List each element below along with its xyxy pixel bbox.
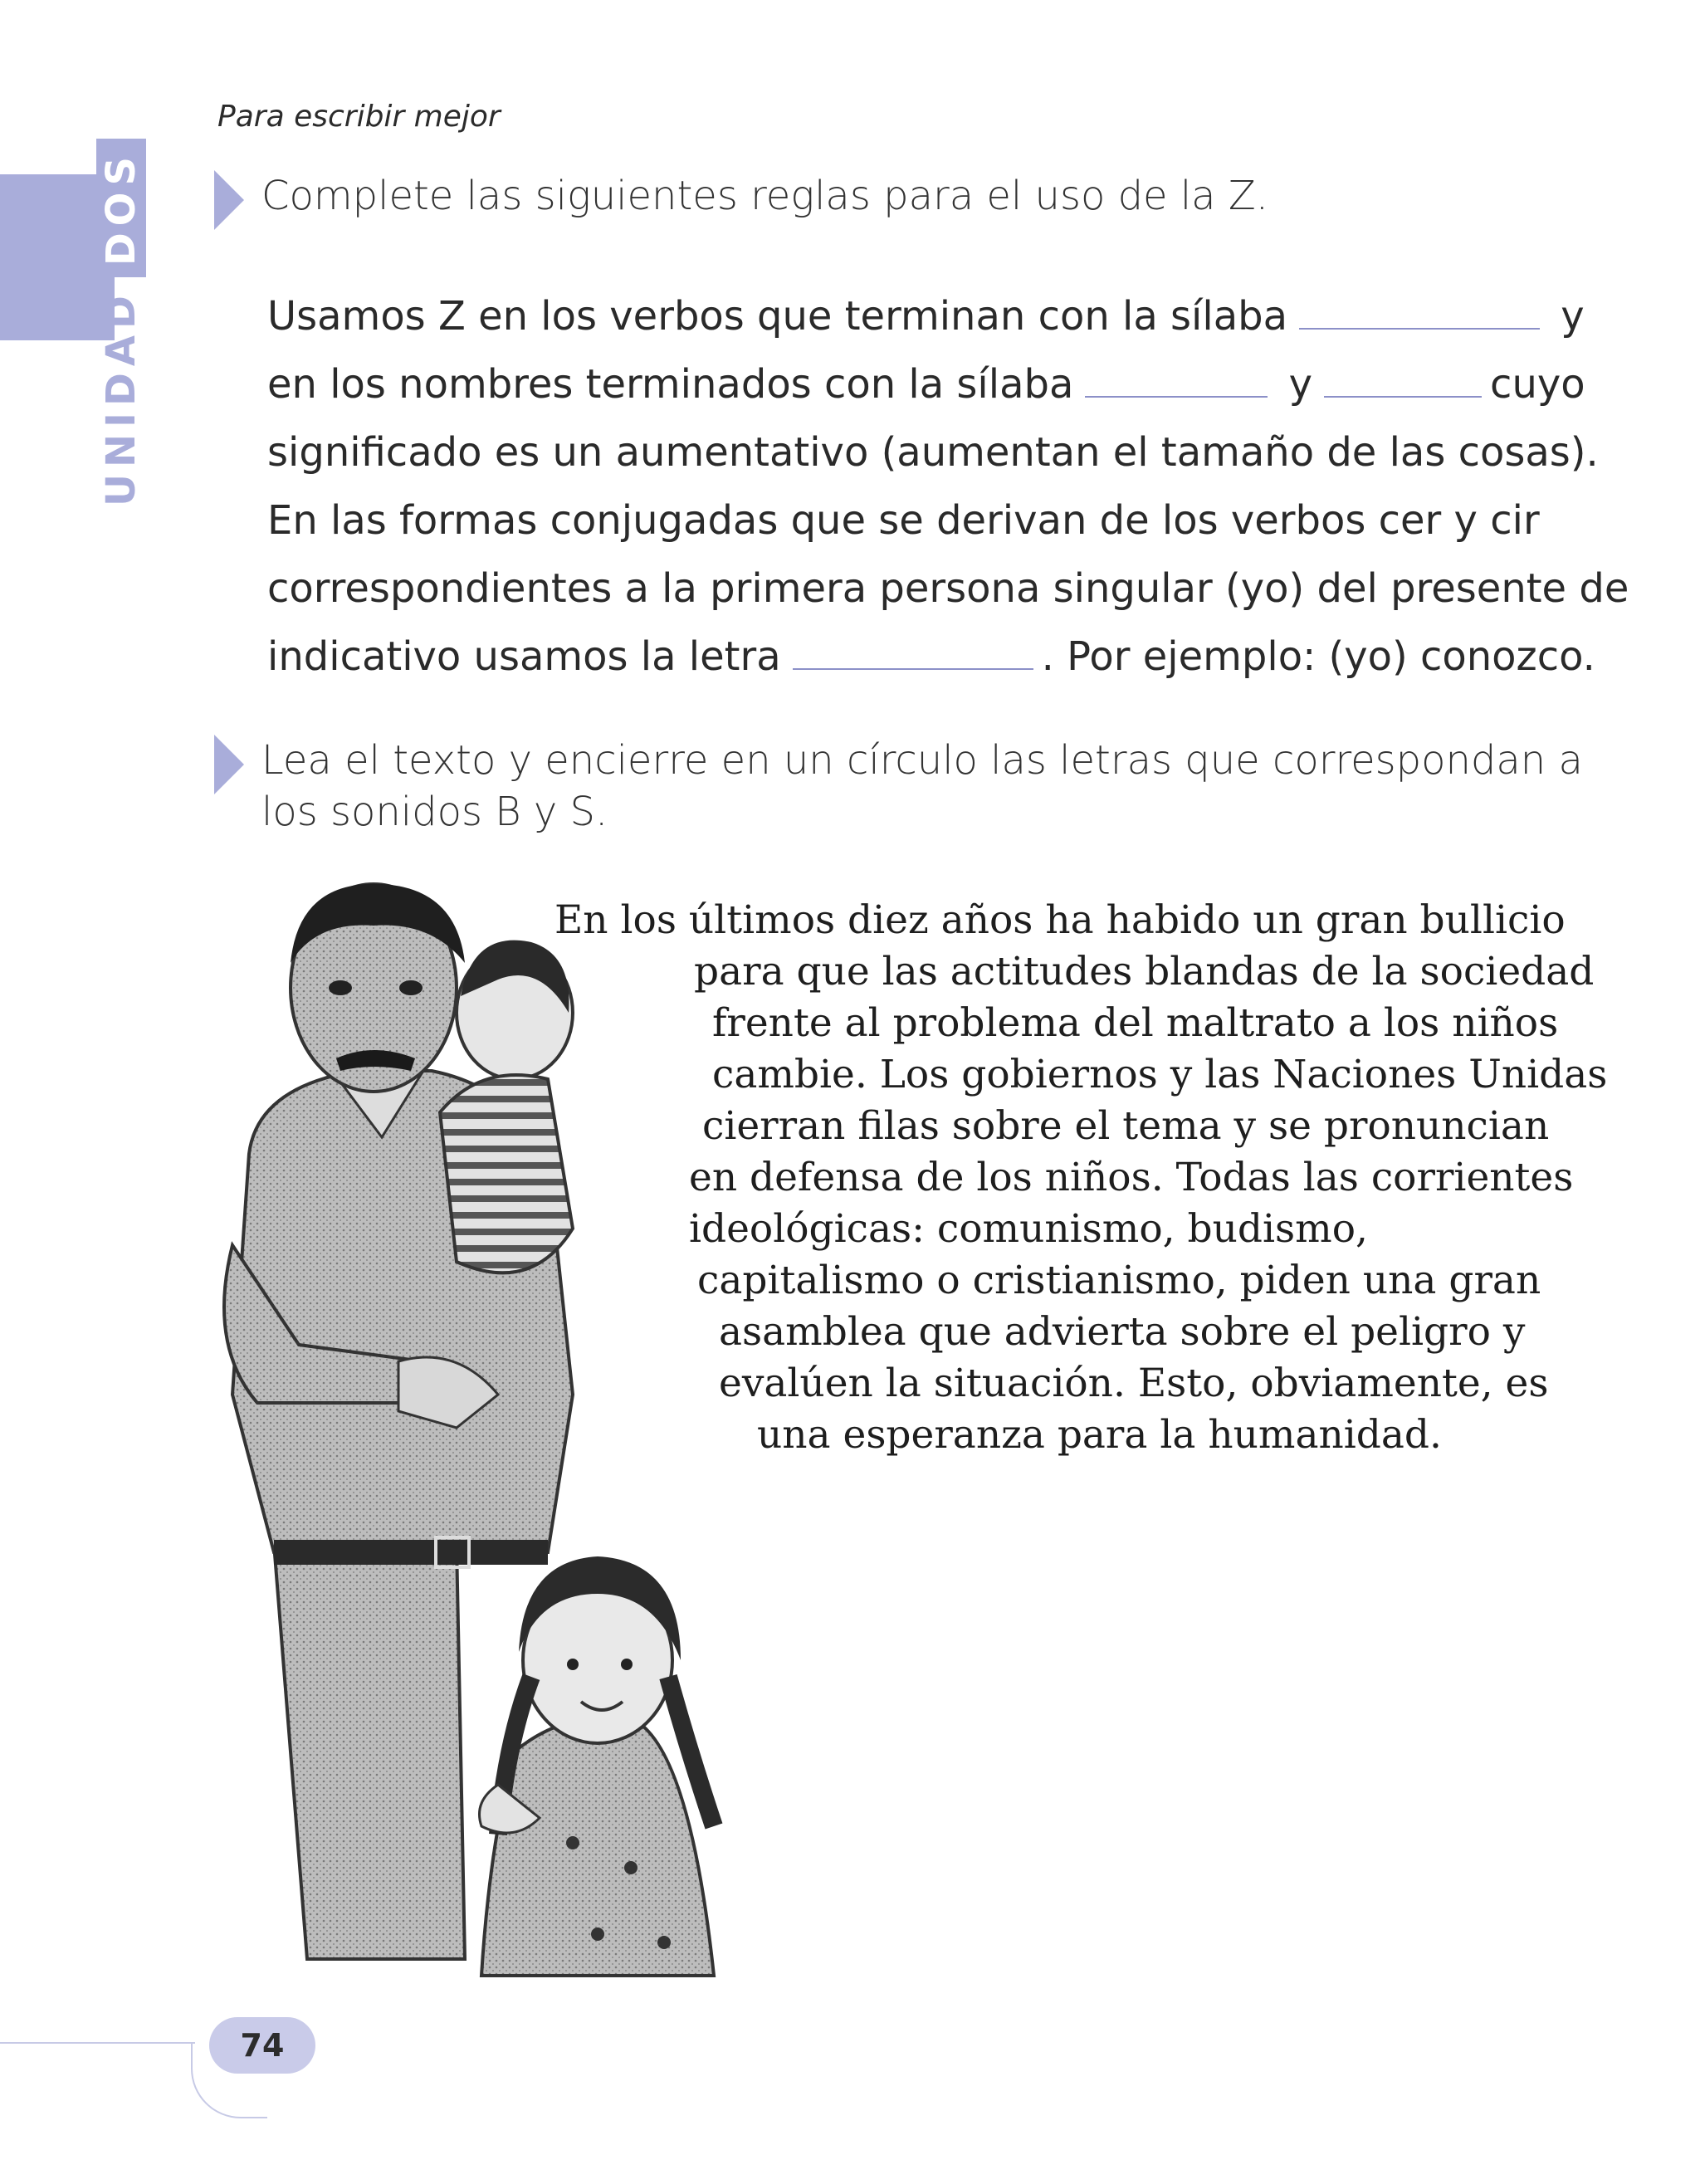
blank-line[interactable] <box>1324 396 1482 398</box>
rule-line-4: En las formas conjugadas que se derivan de los verbos cer y cir <box>267 497 1540 544</box>
blank-line[interactable] <box>793 668 1033 670</box>
reading-line: capitalismo o cristianismo, piden una gran <box>697 1258 1541 1303</box>
rule-line-6: indicativo usamos la letra . Por ejemplo: (yo) conozco. <box>267 633 1595 680</box>
blank-line[interactable] <box>1299 328 1540 330</box>
reading-line: cierran filas sobre el tema y se pronuncian <box>702 1103 1550 1149</box>
triangle-bullet-icon <box>214 170 244 230</box>
reading-line: una esperanza para la humanidad. <box>757 1412 1442 1458</box>
exercise2-instruction: Lea el texto y encierre en un círculo las letras que correspondan a los sonidos B y S. <box>261 737 1583 835</box>
rule-line-5: correspondientes a la primera persona singular (yo) del presente de <box>267 565 1629 612</box>
reading-line: evalúen la situación. Esto, obviamente, es <box>719 1361 1549 1406</box>
unit-number: DOS <box>96 139 146 277</box>
rule-line-1: Usamos Z en los verbos que terminan con la sílaba y <box>267 293 1585 340</box>
reading-line: En los últimos diez años ha habido un gran bullicio <box>554 897 1566 943</box>
reading-line: en defensa de los niños. Todas las corrientes <box>689 1155 1574 1200</box>
blank-line[interactable] <box>1085 396 1268 398</box>
triangle-bullet-icon <box>214 735 244 794</box>
rules-paragraph <box>267 282 1629 691</box>
running-head: Para escribir mejor <box>217 100 501 134</box>
exercise1-instruction: Complete las siguientes reglas para el uso de la Z. <box>261 173 1268 219</box>
unit-label <box>98 139 144 506</box>
rule-line-2: en los nombres terminados con la sílaba y cuyo <box>267 361 1585 408</box>
reading-line: cambie. Los gobiernos y las Naciones Unidas <box>712 1052 1608 1097</box>
reading-line: frente al problema del maltrato a los niños <box>712 1000 1559 1046</box>
reading-line: ideológicas: comunismo, budismo, <box>689 1206 1368 1252</box>
reading-line: para que las actitudes blandas de la sociedad <box>694 949 1595 994</box>
footer-rule <box>0 2042 195 2044</box>
reading-text <box>498 895 1610 1461</box>
rule-line-3: significado es un aumentativo (aumentan el tamaño de las cosas). <box>267 429 1599 476</box>
unit-word: UNIDAD <box>98 289 144 506</box>
reading-line: asamblea que advierta sobre el peligro y <box>719 1309 1526 1355</box>
page-number: 74 <box>209 2017 315 2074</box>
